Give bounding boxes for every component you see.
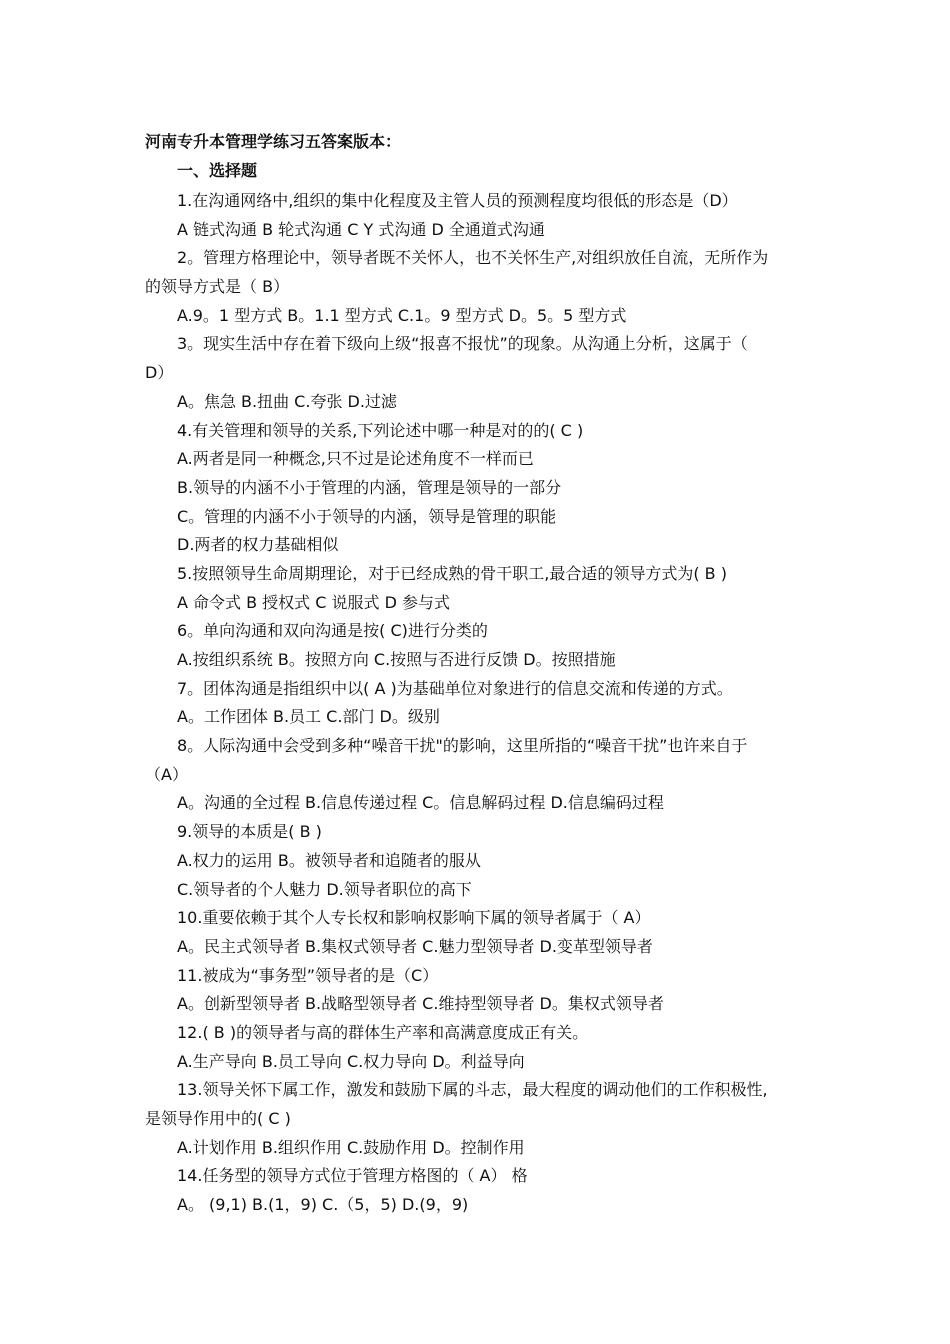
text-line: 11.被成为“事务型”领导者的是（C） [177, 965, 439, 985]
text-line: A.权力的运用 B。被领导者和追随者的服从 [177, 850, 481, 870]
question-list [145, 187, 805, 1220]
text-line: B.领导的内涵不小于管理的内涵，管理是领导的一部分 [177, 477, 562, 497]
text-line: 的领导方式是（ B） [145, 277, 290, 297]
text-line: 6。单向沟通和双向沟通是按( C)进行分类的 [177, 621, 488, 641]
text-line: A 命令式 B 授权式 C 说服式 D 参与式 [177, 592, 451, 612]
text-line: 2。管理方格理论中，领导者既不关怀人，也不关怀生产,对组织放任自流，无所作为 [177, 248, 769, 268]
text-line: A。工作团体 B.员工 C.部门 D。级别 [177, 707, 440, 727]
document-title: 河南专升本管理学练习五答案版本： [145, 132, 402, 151]
text-line: A。沟通的全过程 B.信息传递过程 C。信息解码过程 D.信息编码过程 [177, 793, 664, 813]
text-line: A.两者是同一种概念,只不过是论述角度不一样而已 [177, 449, 534, 469]
text-line: A.按组织系统 B。按照方向 C.按照与否进行反馈 D。按照措施 [177, 650, 616, 669]
text-line: 8。人际沟通中会受到多种“噪音干扰"的影响，这里所指的“噪音干扰”也许来自于 [177, 736, 748, 756]
text-line: （A） [145, 764, 188, 784]
text-line: 7。团体沟通是指组织中以( A )为基础单位对象进行的信息交流和传递的方式。 [177, 678, 733, 698]
text-line: A.生产导向 B.员工导向 C.权力导向 D。利益导向 [177, 1051, 525, 1071]
text-line: 10.重要依赖于其个人专长权和影响权影响下属的领导者属于（ A） [177, 908, 651, 928]
text-line: A.计划作用 B.组织作用 C.鼓励作用 D。控制作用 [177, 1137, 525, 1157]
text-line: C。管理的内涵不小于领导的内涵，领导是管理的职能 [177, 506, 557, 526]
text-line: 3。现实生活中存在着下级向上级“报喜不报忧”的现象。从沟通上分析，这属于（ [177, 334, 748, 354]
text-line: D.两者的权力基础相似 [177, 535, 339, 555]
text-line: 9.领导的本质是( B ) [177, 822, 322, 842]
text-line: 是领导作用中的( C ) [145, 1109, 291, 1128]
text-line: 1.在沟通网络中,组织的集中化程度及主管人员的预测程度均很低的形态是（D） [177, 191, 738, 210]
section-heading: 一、选择题 [177, 161, 258, 180]
text-line: D） [145, 363, 174, 383]
text-line: A 链式沟通 B 轮式沟通 C Y 式沟通 D 全通道式沟通 [177, 219, 545, 239]
text-line: 14.任务型的领导方式位于管理方格图的（ A） 格 [177, 1166, 528, 1186]
text-line: A。焦急 B.扭曲 C.夸张 D.过滤 [177, 391, 397, 411]
text-line: A。民主式领导者 B.集权式领导者 C.魅力型领导者 D.变革型领导者 [177, 936, 653, 956]
text-line: A。 (9,1) B.(1，9) C.（5，5) D.(9，9) [177, 1195, 469, 1215]
text-line: 12.( B )的领导者与高的群体生产率和高满意度成正有关。 [177, 1022, 589, 1042]
text-line: A。创新型领导者 B.战略型领导者 C.维持型领导者 D。集权式领导者 [177, 994, 664, 1014]
text-line: 5.按照领导生命周期理论，对于已经成熟的骨干职工,最合适的领导方式为( B ) [177, 563, 727, 583]
text-line: A.9。1 型方式 B。1.1 型方式 C.1。9 型方式 D。5。5 型方式 [177, 305, 627, 325]
text-line: 4.有关管理和领导的关系,下列论述中哪一种是对的的( C ) [177, 420, 584, 440]
text-line: C.领导者的个人魅力 D.领导者职位的高下 [177, 879, 472, 899]
text-line: 13.领导关怀下属工作，激发和鼓励下属的斗志，最大程度的调动他们的工作积极性, [177, 1080, 768, 1100]
